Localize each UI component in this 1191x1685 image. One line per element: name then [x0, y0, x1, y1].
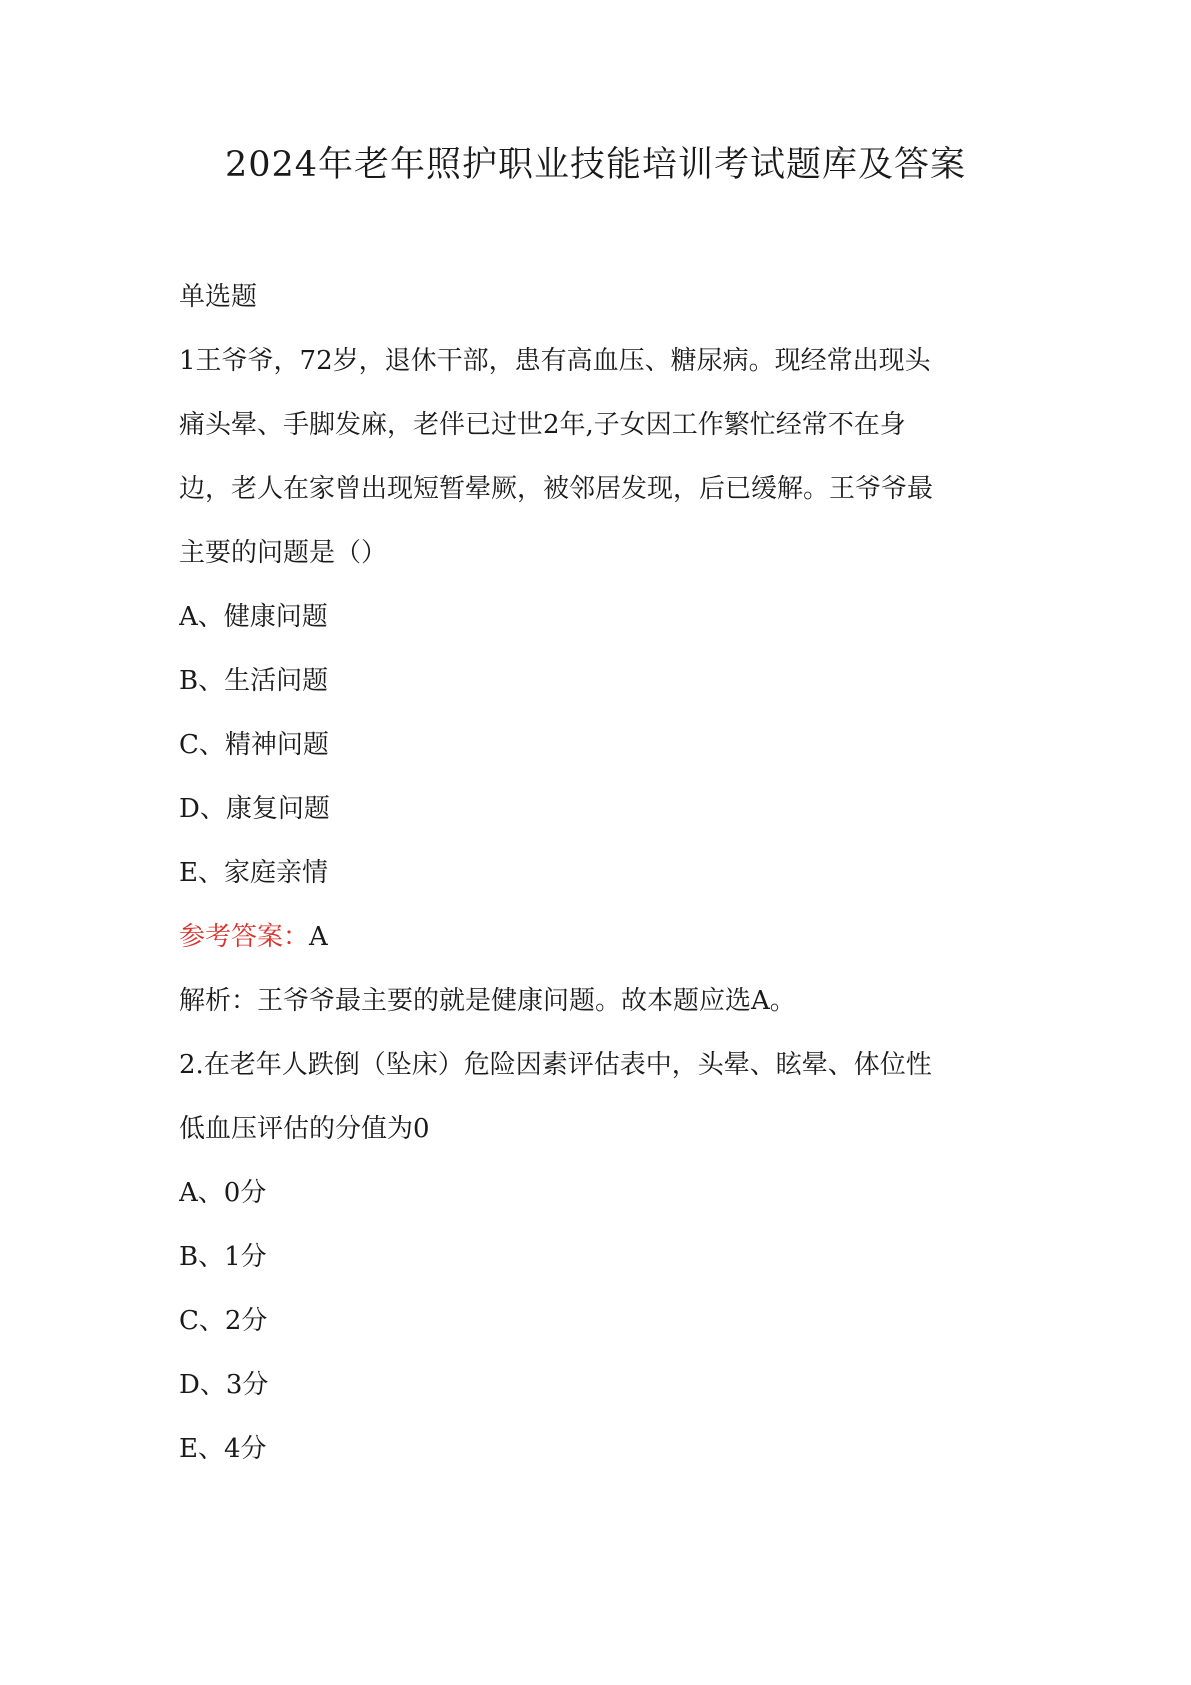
- question-1-option-a: A、健康问题: [179, 602, 328, 632]
- question-2-option-e: E、4分: [179, 1434, 267, 1464]
- question-2-option-d: D、3分: [179, 1370, 269, 1400]
- answer-value: A: [309, 922, 328, 952]
- question-1-stem-line-2: 痛头晕、手脚发麻，老伴已过世2年,子女因工作繁忙经常不在身: [179, 410, 906, 440]
- question-1-option-e: E、家庭亲情: [179, 858, 328, 888]
- question-1-stem-line-3: 边，老人在家曾出现短暂晕厥，被邻居发现，后已缓解。王爷爷最: [179, 474, 934, 504]
- question-2-option-c: C、2分: [179, 1306, 268, 1336]
- question-2-option-b: B、1分: [179, 1242, 267, 1272]
- question-1-analysis: 解析：王爷爷最主要的就是健康问题。故本题应选A。: [179, 986, 796, 1016]
- document-title: 2024年老年照护职业技能培训考试题库及答案: [224, 145, 967, 185]
- question-1-stem-line-4: 主要的问题是（）: [179, 538, 388, 568]
- question-2: [179, 1033, 1009, 1481]
- question-1-stem-line-1: 1王爷爷，72岁，退休干部，患有高血压、糖尿病。现经常出现头: [179, 346, 931, 376]
- question-1-option-c: C、精神问题: [179, 730, 329, 760]
- question-2-stem-line-2: 低血压评估的分值为0: [179, 1114, 430, 1144]
- question-1-answer: [179, 905, 1009, 969]
- question-2-stem-line-1: 2.在老年人跌倒（坠床）危险因素评估表中，头晕、眩晕、体位性: [179, 1050, 932, 1080]
- answer-label: 参考答案：: [179, 922, 310, 952]
- section-label: 单选题: [179, 282, 258, 312]
- question-2-option-a: A、0分: [179, 1178, 267, 1208]
- question-1: [179, 329, 1009, 1033]
- question-1-option-b: B、生活问题: [179, 666, 329, 696]
- question-1-option-d: D、康复问题: [179, 794, 330, 824]
- document-body: [179, 265, 1009, 1481]
